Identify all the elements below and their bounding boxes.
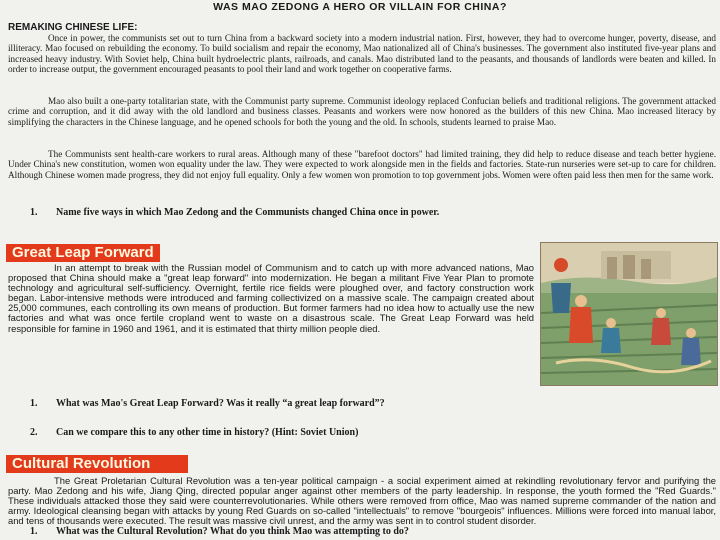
paragraph-great-leap: In an attempt to break with the Russian model of Communism and to catch up with more advanced nations, Mao proposed that China should make a "great leap forward" into modernization. He began a militant Five Year Plan to promote technology and agricultural self-sufficiency. Overnight, fertile rice fields were ploughed over, and factory construction work began. Labor-intensive methods were introduced and farming collectivized on a massive scale. The campaign created about 25,000 communes, each controlling its own means of production. But former farmers had no idea how to actually use the new factories and what was once fertile cropland went to waste on a disastrous scale. The Great Leap Forward was held responsible for famine in 1960 and 1961, and it is estimated that thirty million people died. [8, 262, 534, 334]
question-number: 2. [30, 427, 38, 438]
question-text: Can we compare this to any other time in history? (Hint: Soviet Union) [56, 427, 359, 438]
banner-cultural-revolution: Cultural Revolution [6, 455, 188, 473]
question-great-leap-2 [30, 427, 358, 438]
question-great-leap-1 [30, 398, 385, 409]
paragraph-remaking-1: Once in power, the communists set out to turn China from a backward society into a modern industrial nation. First, however, they had to overcome hunger, poverty, disease, and illiteracy. Mao focused on rebuilding the economy. To build socialism and repair the economy, Mao nationalized all of China's businesses. The government also instituted five-year plans and increased heavy industry. With Soviet help, China built hydroelectric plants, railroads, and canals. Mao distributed land to the peasants, and thousands of landlords were beaten and killed. In order to increase output, the government encouraged peasants to pool their land and work together on cooperative farms. [8, 33, 716, 74]
paragraph-remaking-3: The Communists sent health-care workers to rural areas. Although many of these "barefoot doctors" had limited training, they did help to reduce disease and teach better hygiene. Under China's new constitution, women won equality under the law. They were expected to work alongside men in the fields and factories. State-run nurseries were set-up to care for children. Although Chinese women made progress, they did not enjoy full equality. Only a few women won promotion to top government jobs. Women were often paid less then men for the same work. [8, 149, 716, 180]
question-text: What was Mao's Great Leap Forward? Was it really “a great leap forward”? [56, 398, 385, 409]
banner-great-leap-forward: Great Leap Forward [6, 244, 160, 262]
question-cultural-1 [30, 526, 409, 537]
question-text: What was the Cultural Revolution? What do you think Mao was attempting to do? [56, 526, 409, 537]
propaganda-poster-image [540, 242, 718, 386]
question-number: 1. [30, 207, 38, 218]
page-title: WAS MAO ZEDONG A HERO OR VILLAIN FOR CHINA? [213, 1, 507, 13]
question-remaking-1 [30, 207, 439, 218]
question-number: 1. [30, 526, 38, 537]
section-heading-remaking: REMAKING CHINESE LIFE: [8, 22, 138, 33]
question-number: 1. [30, 398, 38, 409]
propaganda-poster-icon [541, 243, 717, 385]
paragraph-remaking-2: Mao also built a one-party totalitarian state, with the Communist party supreme. Communist ideology replaced Confucian beliefs and traditional religions. The government attacked crime and corruption, and it did away with the old landlord and business classes. Peasants and workers were now honored as the builders of this new China. Mao increased literacy by simplifying the characters in the Chinese language, and he opened schools for both the young and the old. In schools, students learned to praise Mao. [8, 96, 716, 127]
paragraph-cultural-revolution: The Great Proletarian Cultural Revolution was a ten-year political campaign - a social experiment aimed at rekindling revolutionary fervor and purifying the party. Mao Zedong and his wife, Jiang Qing, directed popular anger against other members of the party leadership. In response, the youth formed the "Red Guards." These individuals attacked those they said were counterrevolutionaries. While others were removed from office, Mao was named supreme commander of the nation and army. Ideological cleansing began with attacks by young Red Guards on so-called "intellectuals" to remove "bourgeois" influences. Millions were forced into manual labor, and tens of thousands were executed. The result was massive civil unrest, and the army was sent in to control student disorder. [8, 475, 716, 527]
question-text: Name five ways in which Mao Zedong and the Communists changed China once in power. [56, 207, 440, 218]
